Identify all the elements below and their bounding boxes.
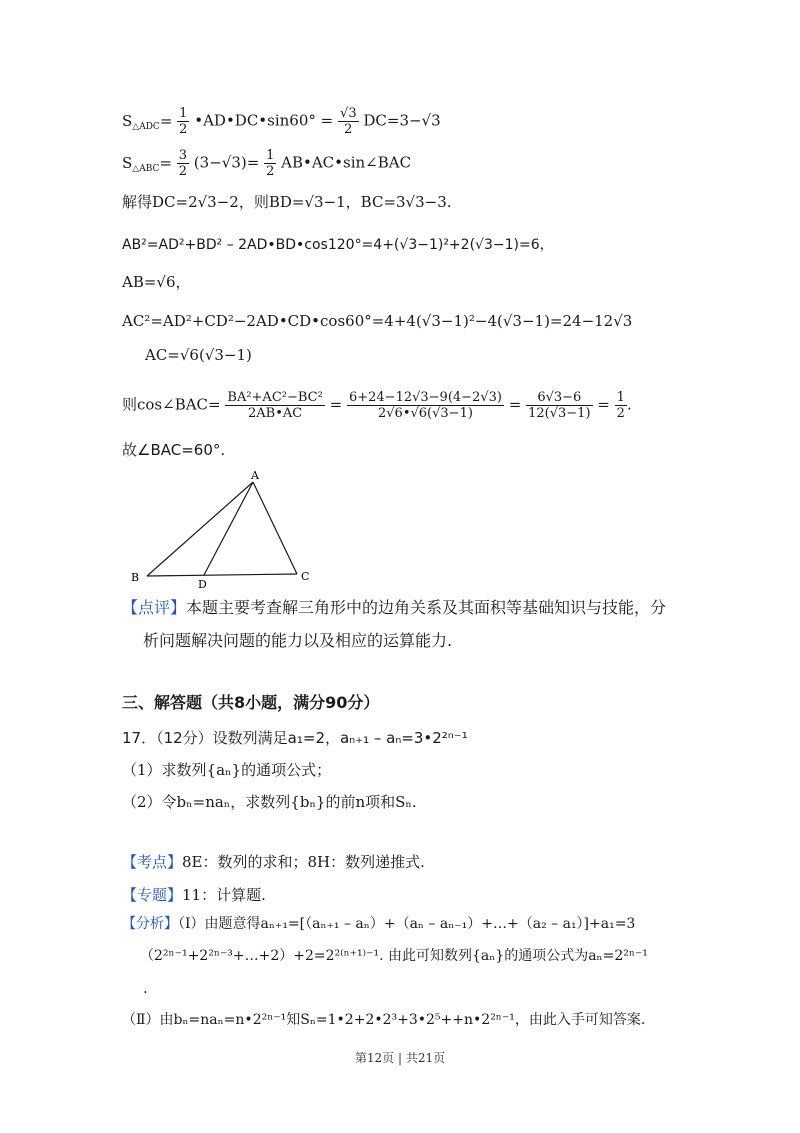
fraction-half-2: $\frac{1}{2}$: [266, 148, 275, 179]
ab-value-line: AB=√6，: [122, 273, 191, 291]
section-heading: 三、解答题（共8小题，满分90分）: [122, 693, 380, 712]
ac-squared-line: AC²=AD²+CD²−2AD•CD•cos60°=4+4(√3−1)²−4(√3−1)=24−12√3: [122, 312, 633, 330]
triangle-figure: [125, 468, 325, 590]
q17-stem: 17．（12分）设数列满足a₁=2，aₙ₊₁ – aₙ=3•2²ⁿ⁻¹: [122, 729, 468, 747]
fraction-half: $\frac{1}{2}$: [179, 106, 188, 137]
fenxi-line-3: .: [143, 979, 148, 997]
fenxi-tag: 【分析】: [122, 916, 178, 932]
solve-dc-line: 解得DC=2√3−2，则BD=√3−1，BC=3√3−3.: [122, 193, 452, 211]
review-line-2: 析问题解决问题的能力以及相应的运算能力.: [143, 631, 453, 650]
side-ac: [253, 482, 297, 574]
fenxi-line-4: （Ⅱ）由bₙ=naₙ=n•2²ⁿ⁻¹知Sₙ=1•2+2•2³+3•2⁵++n•2²ⁿ⁻¹，由此入手可知答案.: [122, 1012, 646, 1028]
ab-squared-line: AB²=AD²+BD² – 2AD•BD•cos120°=4+(√3−1)²+2(√3−1)=6，: [122, 237, 554, 253]
page-footer: 第12页 | 共21页: [354, 1051, 446, 1065]
fenxi-line-2: （2²ⁿ⁻¹+2²ⁿ⁻³+…+2）+2=2²⁽ⁿ⁺¹⁾⁻¹. 由此可知数列{aₙ}的通项公式为aₙ=2²ⁿ⁻¹: [140, 948, 648, 964]
vertex-b-label: B: [131, 571, 140, 584]
q17-part2: （2）令bₙ=naₙ，求数列{bₙ}的前n项和Sₙ.: [122, 793, 417, 811]
review-line-1: 【点评】本题主要考查解三角形中的边角关系及其面积等基础知识与技能，分: [122, 598, 667, 617]
q17-part1: （1）求数列{aₙ}的通项公式；: [122, 761, 332, 779]
segment-ad: [204, 482, 253, 575]
review-tag: 【点评】: [122, 598, 187, 617]
kaodian-line: 【考点】8E：数列的求和；8H：数列递推式.: [122, 853, 425, 871]
fraction-result: $\frac{1}{2}$: [616, 390, 625, 421]
fraction-root3-half: $\frac{√3}{2}$: [340, 106, 357, 137]
zhuanti-line: 【专题】11：计算题.: [122, 886, 266, 904]
vertex-a-label: A: [251, 469, 259, 482]
ac-value-line: AC=√6(√3−1): [145, 346, 252, 364]
point-d-label: D: [198, 578, 207, 590]
cos-bac-line: 则cos∠BAC= $\frac{\text{BA²+AC²−BC²}}{2AB•AC}$ = $\frac{6+24-12√3-9(4-2√3)}{2√6•√6(√3-1)}$ = $\frac{6√3-6}{12(√3-1)}$ = $\frac{1}{2}$ .: [122, 390, 632, 421]
fraction-three-half: $\frac{3}{2}$: [178, 148, 188, 179]
fraction-simplified: $\frac{6√3-6}{12(√3-1)}$: [528, 390, 591, 421]
fenxi-line-1: 【分析】（Ⅰ）由题意得aₙ₊₁=[（aₙ₊₁ – aₙ）+（aₙ – aₙ₋₁）+…+（a₂ – a₁）]+a₁=3: [122, 916, 636, 932]
kaodian-tag: 【考点】: [122, 853, 183, 871]
area-adc-line: $S_{\triangle ADC}=$ $\frac{1}{2}$ •AD•DC•sin60° = $\frac{√3}{2}$ DC=3−√3: [122, 106, 441, 137]
area-abc-line: $S_{\triangle ABC}=$ $\frac{3}{2}$ (3−√3)= $\frac{1}{2}$ AB•AC•sin∠BAC: [122, 148, 412, 179]
vertex-c-label: C: [301, 570, 310, 583]
zhuanti-tag: 【专题】: [122, 886, 183, 904]
conclusion-line: 故∠BAC=60°.: [122, 441, 226, 459]
fraction-cosine-law: $\frac{\text{BA²+AC²−BC²}}{2AB•AC}$: [227, 390, 323, 421]
side-ab: [147, 482, 253, 576]
side-bc: [147, 574, 297, 576]
fraction-substituted: $\frac{6+24-12√3-9(4-2√3)}{2√6•√6(√3-1)}$: [348, 390, 502, 421]
